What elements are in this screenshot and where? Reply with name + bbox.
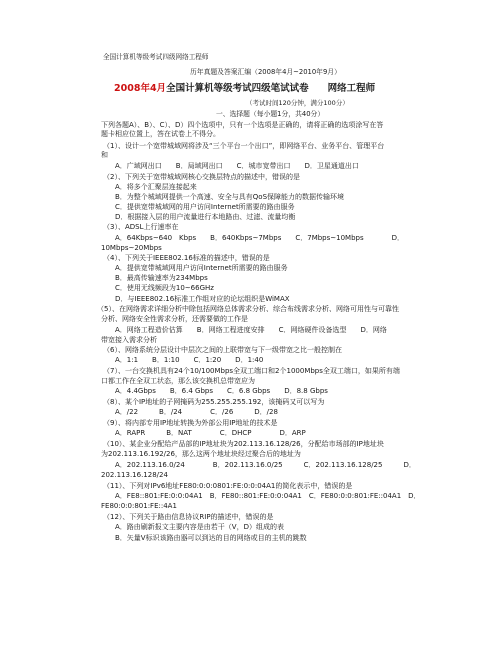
body-line: （1）、设计一个宽带城域网将涉及“三个平台一个出口”，即网络平台、业务平台、管理平台 <box>103 142 385 150</box>
body-line: A．网络工程造价估算 B．网络工程进度安排 C．网络硬件设备选型 D．网络 <box>115 326 387 334</box>
body-line: B．最高传输速率为234Mbps <box>115 274 208 282</box>
exam-meta: （考试时间120分钟，满分100分） <box>246 99 349 107</box>
body-line: （2）、下列关于宽带城域网核心交换层特点的描述中，错误的是 <box>103 173 300 181</box>
body-line: B．为整个城域网提供一个高速、安全与具有QoS保障能力的数据传输环境 <box>115 193 345 201</box>
body-line: 题卡相应位置上，答在试卷上不得分。 <box>101 130 220 138</box>
body-line: 10Mbps~20Mbps <box>101 244 162 252</box>
body-line: （5）、在网络需求详细分析中除包括网络总体需求分析、综合布线需求分析、网络可用性与可靠性 <box>97 305 399 313</box>
body-line: （7）、一台交换机具有24个10/100Mbps全双工端口和2个1000Mbps全双工端口，如果所有端 <box>103 367 400 375</box>
body-line: D．根据接入层的用户流量进行本地路由、过滤、流量均衡 <box>115 213 296 221</box>
body-line: 带宽接入需求分析 <box>101 336 157 344</box>
body-line: （4）、下列关于IEEE802.16标准的描述中，错误的是 <box>103 254 270 262</box>
body-line: 202.113.16.128/24 <box>101 471 168 479</box>
body-line: A．4.4Gbps B．6.4 Gbps C．6.8 Gbps D．8.8 Gbps <box>115 387 328 395</box>
body-line: 下列各题A）、B）、C）、D）四个选项中，只有一个选项是正确的，请将正确的选项涂写在答 <box>101 121 384 129</box>
body-line: D．与IEEE802.16标准工作组对应的论坛组织是WiMAX <box>115 295 290 303</box>
body-line: A．64Kbps~640 Kbps B．640Kbps~7Mbps C．7Mbps~10Mbps D． <box>115 234 404 242</box>
body-line: A．路由刷新报文主要内容是由若干（V，D）组成的表 <box>115 523 284 531</box>
body-line: （8）、某个IP地址的子网掩码为255.255.255.192，该掩码又可以写为 <box>103 398 325 406</box>
body-line: A．将多个汇聚层连接起来 <box>115 183 197 191</box>
body-line: （6）、网络系统分层设计中层次之间的上联带宽与下一级带宽之比一般控制在 <box>103 346 342 354</box>
body-line: A．/22 B．/24 C．/26 D．/28 <box>115 408 278 416</box>
body-line: A．提供宽带城域网用户访问Internet所需要的路由服务 <box>115 264 288 272</box>
body-line: A．广域网出口 B．局域网出口 C．城市宽带出口 D．卫星通道出口 <box>115 162 359 170</box>
section-heading: 一、选择题（每小题1分，共40分） <box>216 110 325 118</box>
body-line: A．FE8::801:FE:0:0:04A1 B．FE80::801:FE:0:0:04A1 C．FE80:0:0:801:FE::04A1 D． <box>115 492 421 500</box>
doc-header-line-1: 全国计算机等级考试四级网络工程师 <box>103 53 209 61</box>
body-line: （10）、某企业分配给产品部的IP地址块为202.113.16.128/26，分配给市场部的IP地址块 <box>103 440 384 448</box>
body-line: （3）、ADSL上行速率在 <box>103 223 179 231</box>
body-line: （12）、下列关于路由信息协议RIP的描述中，错误的是 <box>103 513 274 521</box>
body-line: 分析、网络安全性需求分析，还需要做的工作是 <box>101 315 248 323</box>
body-line: （11）、下列对IPv6地址FE80:0:0:0801:FE:0:0:04A1的简化表示中，错误的是 <box>103 482 353 490</box>
body-line: （9）、将内部专用IP地址转换为外部公用IP地址的技术是 <box>103 419 278 427</box>
body-line: B．矢量V标识该路由器可以到达的目的网络或目的主机的跳数 <box>115 534 307 542</box>
body-line: FE80:0:0:801:FE::4A1 <box>101 502 177 510</box>
doc-header-line-2: 历年真题及答案汇编（2008年4月~2010年9月） <box>190 68 341 76</box>
body-line: 为202.113.16.192/26，那么这两个地址块经过聚合后的地址为 <box>101 450 301 458</box>
body-line: C．使用无线频段为10~66GHz <box>115 284 214 292</box>
body-line: 口都工作在全双工状态，那么该交换机总带宽应为 <box>101 377 255 385</box>
exam-title-text: 全国计算机等级考试四级笔试试卷 网络工程师 <box>166 83 376 94</box>
body-line: A．202.113.16.0/24 B．202.113.16.0/25 C．202.113.16.128/25 D． <box>115 461 416 469</box>
body-line: A．1:1 B．1:10 C．1:20 D．1:40 <box>115 356 264 364</box>
body-line: C．提供宽带城域网的用户访问Internet所需要的路由服务 <box>115 203 295 211</box>
body-line: 和 <box>101 151 108 159</box>
body-line: A．RAPR B．NAT C．DHCP D．ARP <box>115 429 306 437</box>
exam-title <box>114 83 375 95</box>
exam-title-date: 2008年4月 <box>114 83 167 94</box>
